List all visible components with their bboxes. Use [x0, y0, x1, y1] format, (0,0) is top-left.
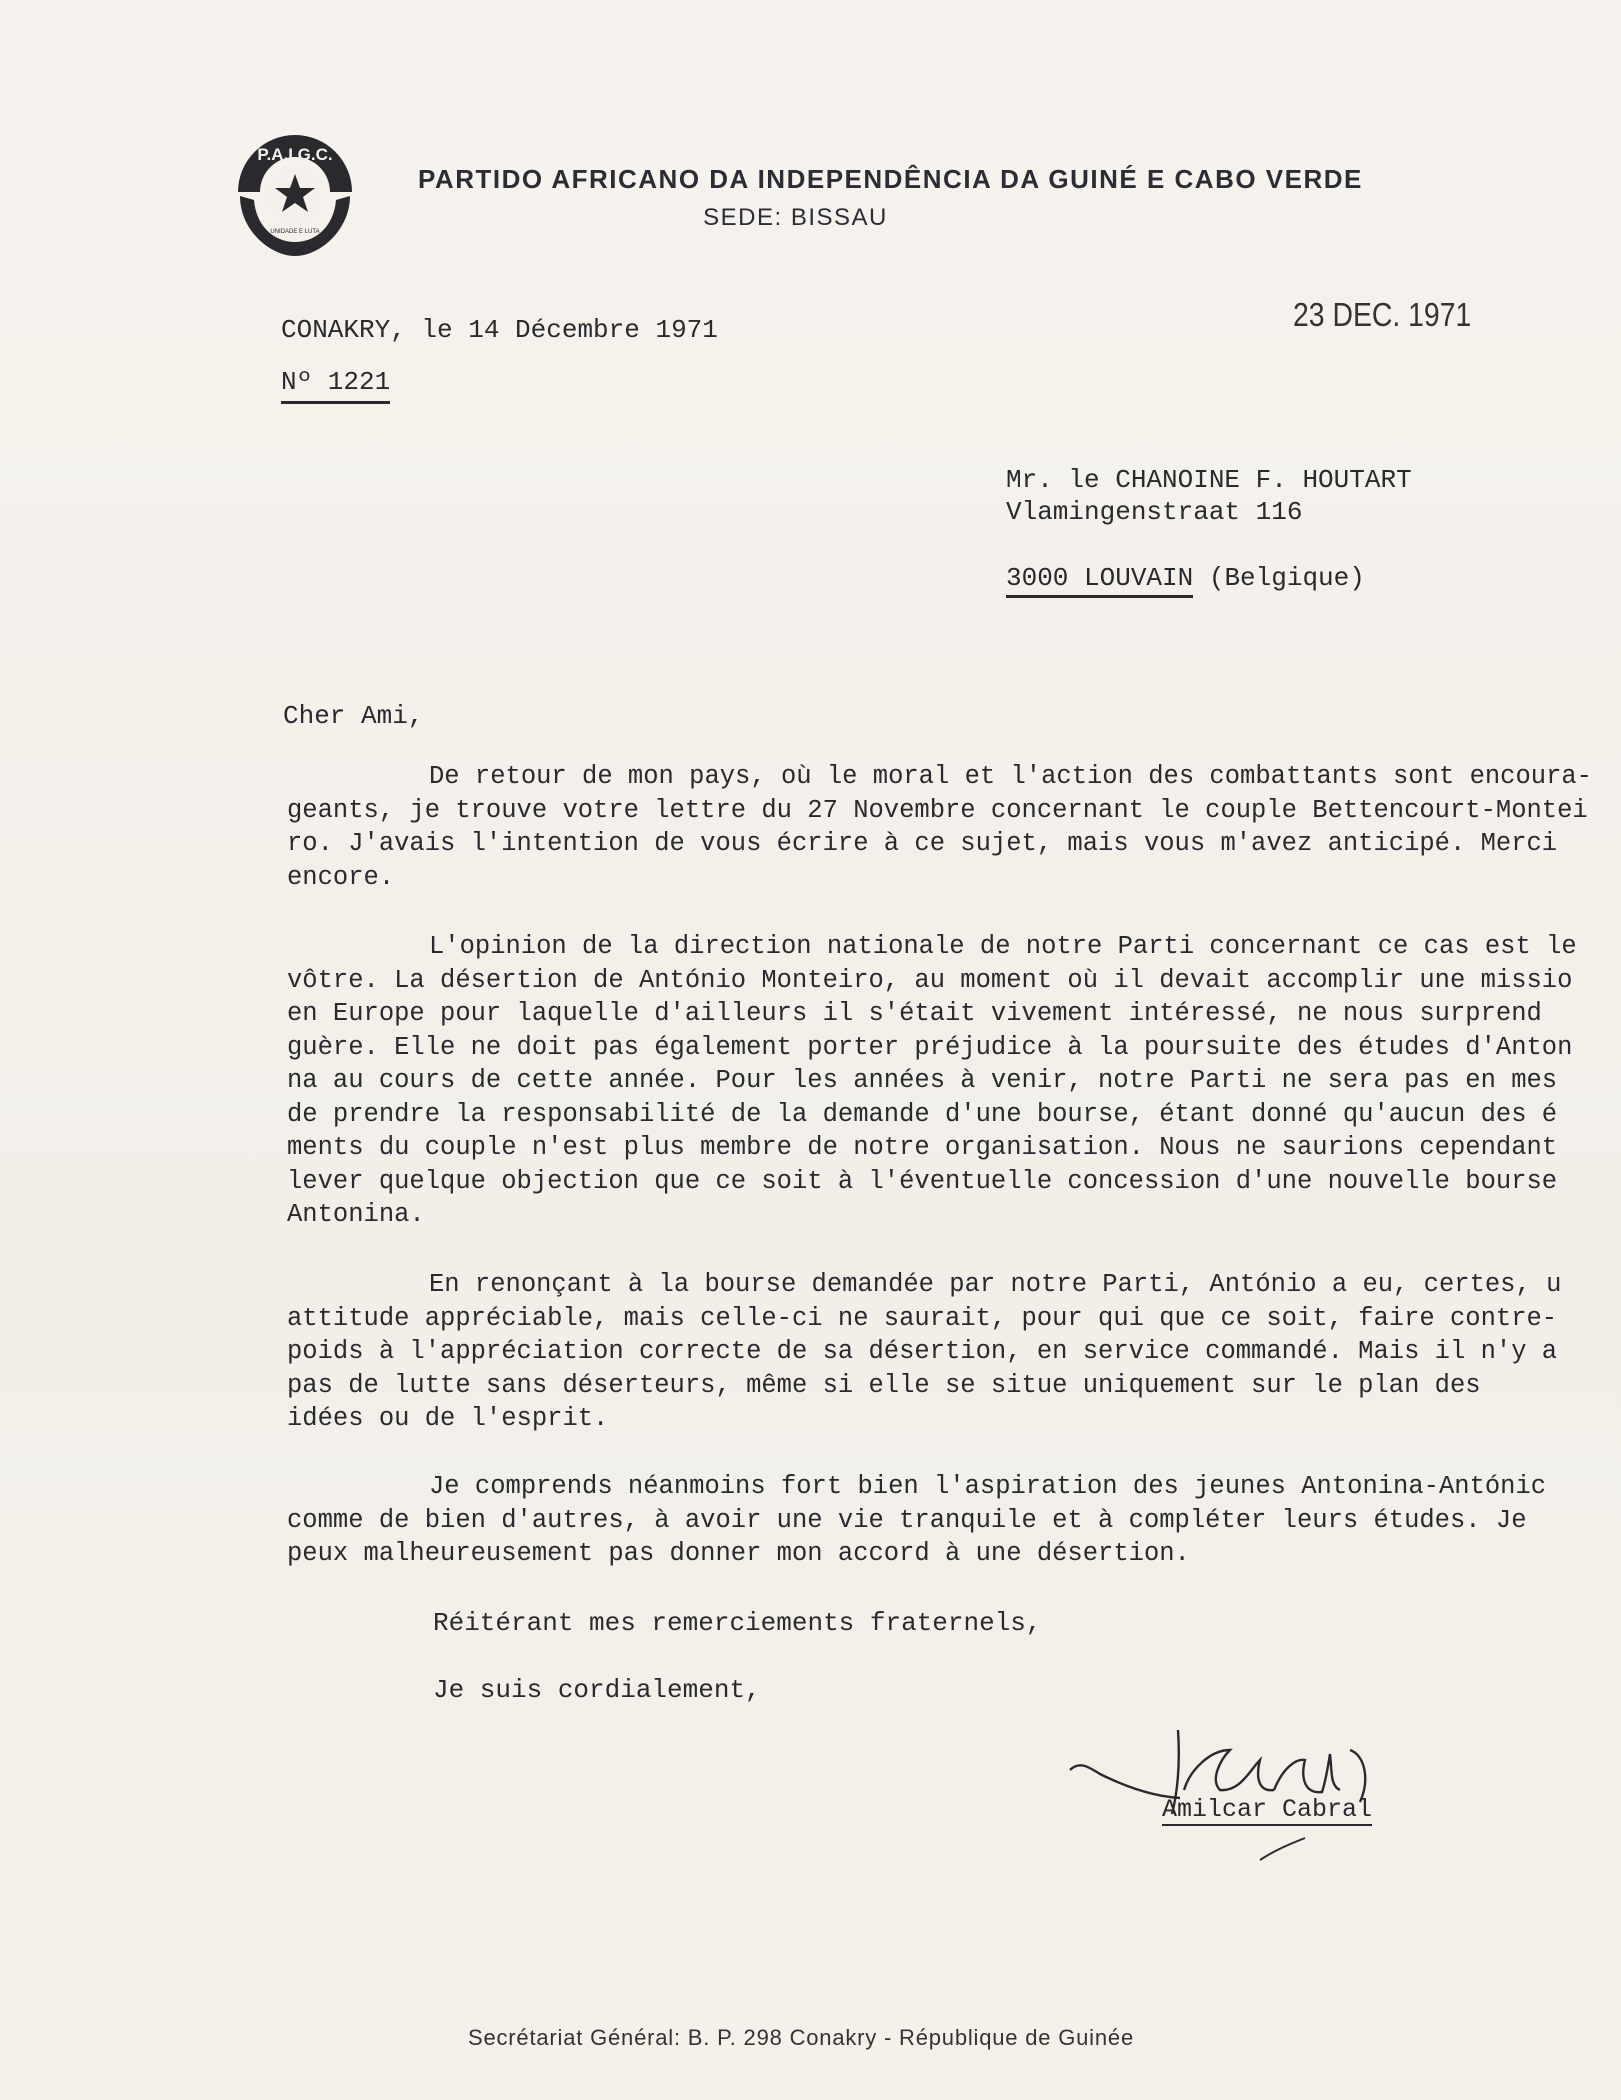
handwritten-signature [1060, 1710, 1460, 1870]
salutation: Cher Ami, [283, 701, 424, 731]
paragraph-line: comme de bien d'autres, à avoir une vie tranquile et à compléter leurs études. Je [287, 1505, 1527, 1535]
paragraph-3 [287, 1268, 1621, 1436]
recipient-city-line [1006, 562, 1365, 595]
paragraph-line: lever quelque objection que ce soit à l'éventuelle concession d'une nouvelle bourse [287, 1166, 1558, 1196]
paragraph-2 [287, 930, 1621, 1232]
paigc-emblem-icon [230, 130, 360, 260]
svg-text:UNIDADE E LUTA: UNIDADE E LUTA [270, 229, 320, 235]
paragraph-line: En renonçant à la bourse demandée par notre Parti, António a eu, certes, u [429, 1270, 1562, 1299]
paragraph-line: en Europe pour laquelle d'ailleurs il s'était vivement intéressé, ne nous surprend [287, 999, 1542, 1028]
closing-regards: Je suis cordialement, [433, 1675, 761, 1705]
paragraph-line: guère. Elle ne doit pas également porter préjudice à la poursuite des études d'Anton [287, 1032, 1573, 1062]
closing-thanks: Réitérant mes remerciements fraternels, [433, 1608, 1042, 1638]
paragraph-line: ments du couple n'est plus membre de notre organisation. Nous ne saurions cependant [287, 1133, 1558, 1162]
recipient-country: (Belgique) [1208, 563, 1365, 593]
paragraph-line: de prendre la responsabilité de la demande d'une bourse, étant donné qu'aucun des é [287, 1099, 1558, 1129]
paragraph-line: ro. J'avais l'intention de vous écrire à ce sujet, mais vous m'avez anticipé. Merci [287, 829, 1558, 858]
paragraph-line: pas de lutte sans déserteurs, même si elle se situe uniquement sur le plan des [287, 1370, 1481, 1400]
place-date: CONAKRY, le 14 Décembre 1971 [281, 315, 718, 345]
paragraph-line: peux malheureusement pas donner mon accord à une désertion. [287, 1539, 1190, 1568]
paragraph-line: poids à l'appréciation correcte de sa désertion, en service commandé. Mais il n'y a [287, 1337, 1558, 1366]
paragraph-1 [287, 760, 1621, 894]
footer-address: Secrétariat Général: B. P. 298 Conakry - République de Guinée [468, 2025, 1134, 2050]
paragraph-line: Je comprends néanmoins fort bien l'aspiration des jeunes Antonina-Antónic [429, 1472, 1547, 1501]
paragraph-line: encore. [287, 862, 395, 892]
received-date-stamp: 23 DEC. 1971 [1293, 296, 1472, 333]
paragraph-line: attitude appréciable, mais celle-ci ne saurait, pour qui que ce soit, faire contre- [287, 1303, 1558, 1333]
reference-number: Nº 1221 [281, 366, 390, 404]
recipient-city: 3000 LOUVAIN [1006, 563, 1193, 598]
organization-seat: SEDE: BISSAU [703, 204, 888, 231]
paragraph-4 [287, 1470, 1621, 1571]
svg-text:P.A.I.G.C.: P.A.I.G.C. [257, 145, 333, 164]
signatory-name: Amilcar Cabral [1162, 1795, 1373, 1824]
recipient-name: Mr. le CHANOINE F. HOUTART [1006, 465, 1412, 495]
recipient-street: Vlamingenstraat 116 [1006, 497, 1303, 527]
paragraph-line: L'opinion de la direction nationale de notre Parti concernant ce cas est le [429, 932, 1577, 961]
paragraph-line: na au cours de cette année. Pour les années à venir, notre Parti ne sera pas en mes [287, 1066, 1558, 1095]
paragraph-line: vôtre. La désertion de António Monteiro, au moment où il devait accomplir une missio [287, 965, 1573, 995]
paragraph-line: De retour de mon pays, où le moral et l'action des combattants sont encoura- [429, 762, 1592, 791]
paragraph-line: idées ou de l'esprit. [287, 1404, 609, 1433]
organization-name: PARTIDO AFRICANO DA INDEPENDÊNCIA DA GUINÉ E CABO VERDE [418, 164, 1363, 194]
paragraph-line: Antonina. [287, 1200, 425, 1229]
paragraph-line: geants, je trouve votre lettre du 27 Novembre concernant le couple Bettencourt-Montei [287, 795, 1588, 825]
